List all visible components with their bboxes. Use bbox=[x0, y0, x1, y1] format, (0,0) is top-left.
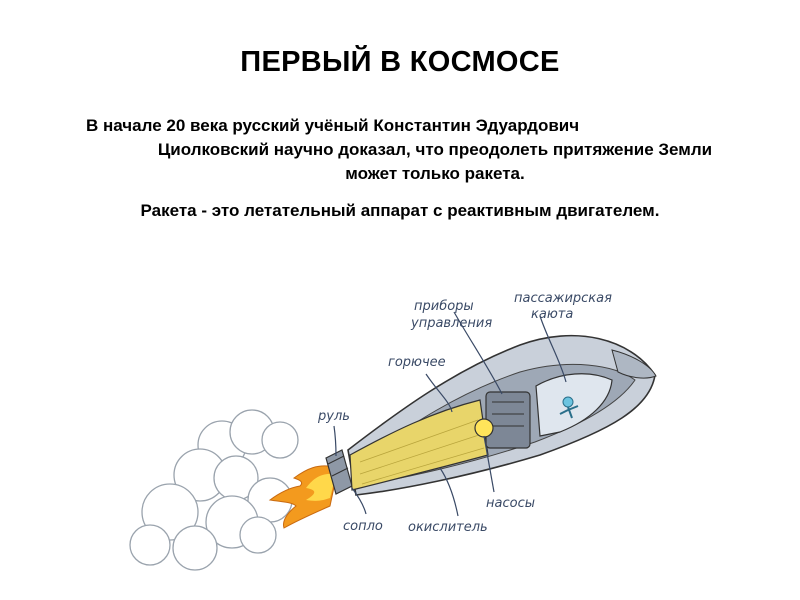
label-nozzle: сопло bbox=[343, 519, 383, 534]
intro-line-3: может только ракета. bbox=[345, 164, 525, 183]
label-cabin-2: каюта bbox=[531, 307, 574, 322]
page-title: ПЕРВЫЙ В КОСМОСЕ bbox=[240, 46, 560, 78]
label-instruments-2: управления bbox=[411, 316, 493, 331]
label-pumps: насосы bbox=[486, 496, 535, 511]
label-fuel: горючее bbox=[388, 355, 446, 370]
smoke-cloud bbox=[130, 410, 298, 570]
label-oxidizer: окислитель bbox=[408, 520, 488, 535]
label-rudder: руль bbox=[318, 409, 350, 424]
label-cabin-1: пассажирская bbox=[514, 291, 612, 306]
definition-paragraph: Ракета - это летательный аппарат с реактивным двигателем. bbox=[140, 201, 660, 220]
label-instruments-1: приборы bbox=[414, 299, 474, 314]
intro-line-1: В начале 20 века русский учёный Константин Эдуардович bbox=[86, 116, 580, 135]
intro-line-2: Циолковский научно доказал, что преодолеть притяжение Земли bbox=[157, 140, 713, 159]
